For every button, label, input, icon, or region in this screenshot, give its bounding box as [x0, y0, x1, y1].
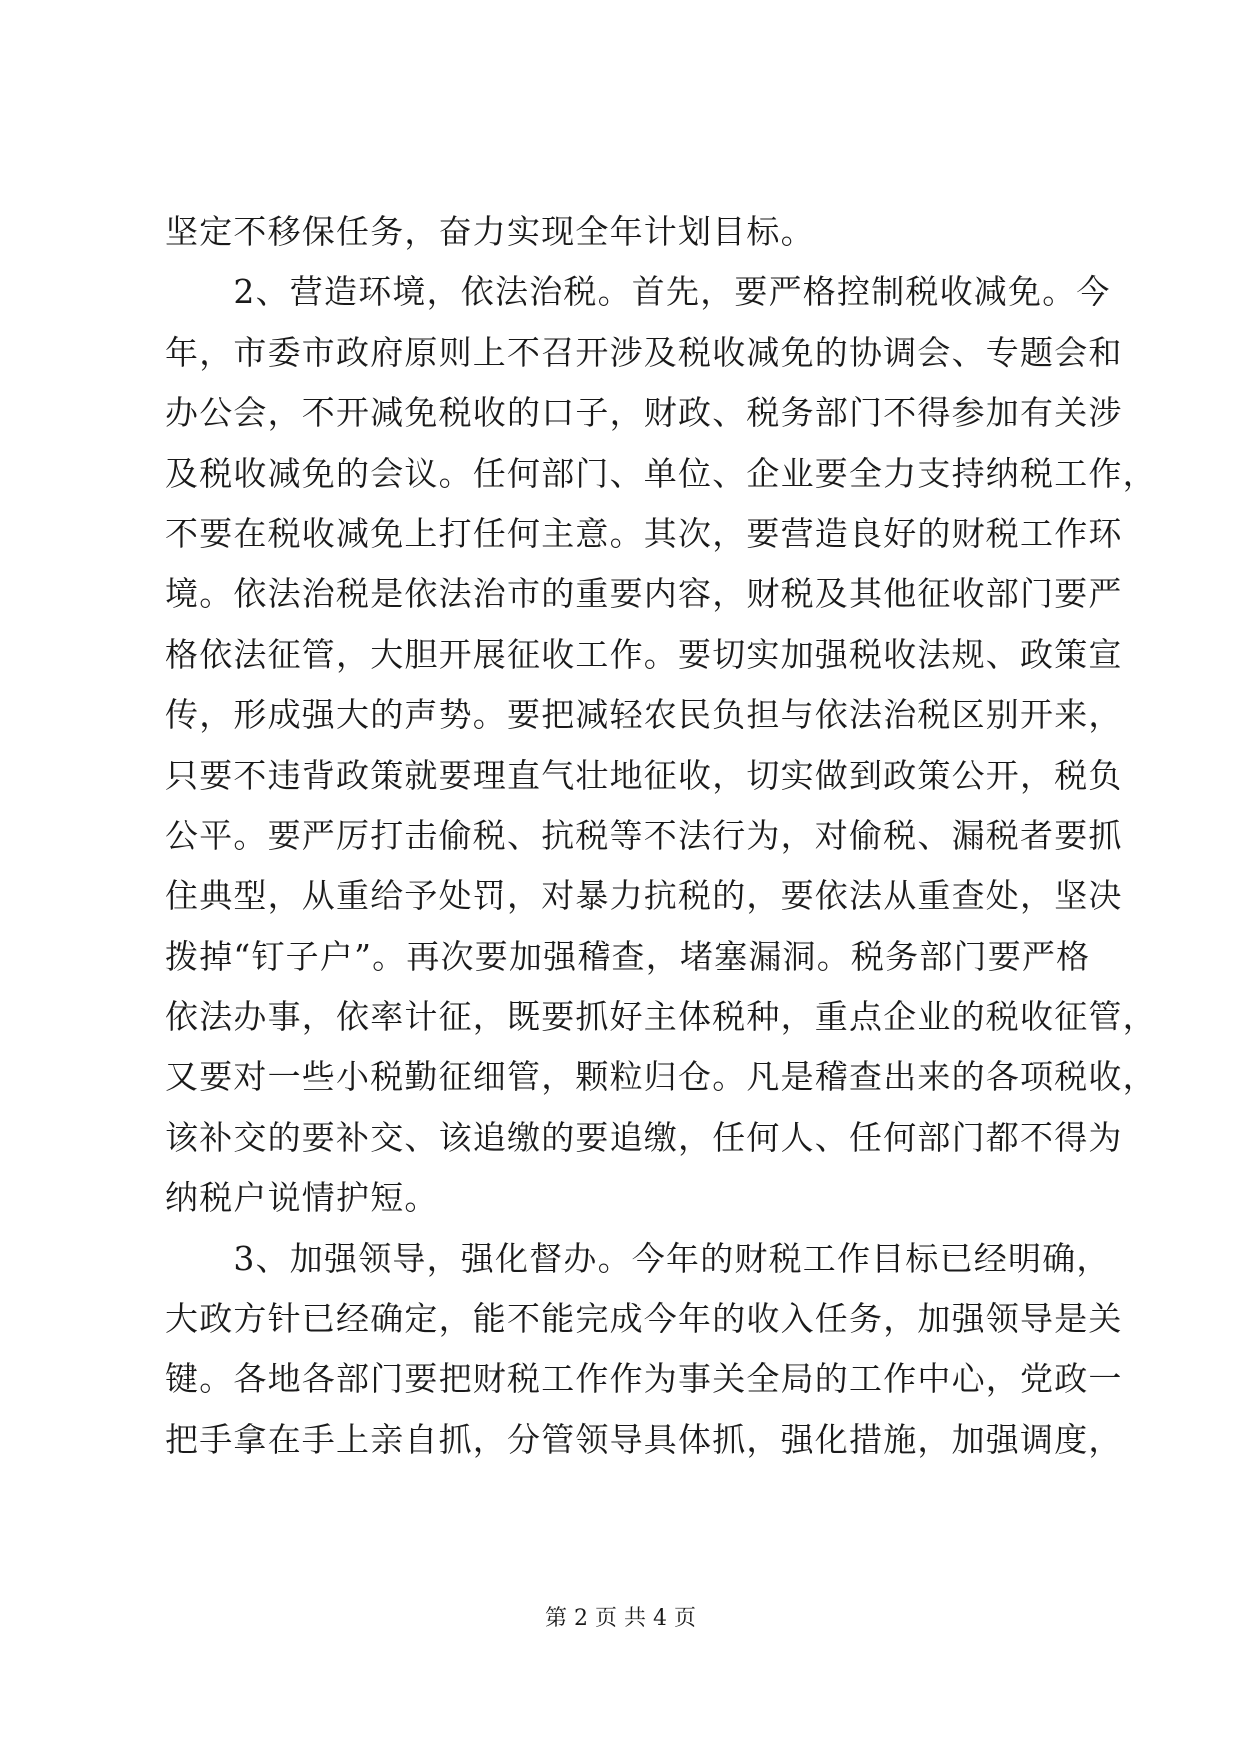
text-line: 不要在税收减免上打任何主意。其次，要营造良好的财税工作环	[165, 513, 1123, 553]
text-line: 住典型，从重给予处罚，对暴力抗税的，要依法从重查处，坚决	[165, 876, 1123, 916]
text-line: 又要对一些小税勤征细管，颗粒归仓。凡是稽查出来的各项税收，	[165, 1057, 1157, 1097]
text-line: 年，市委市政府原则上不召开涉及税收减免的协调会、专题会和	[165, 332, 1123, 372]
text-line: 公平。要严厉打击偷税、抗税等不法行为，对偷税、漏税者要抓	[165, 815, 1123, 855]
text-line: 坚定不移保任务，奋力实现全年计划目标。	[165, 212, 815, 251]
text-line: 把手拿在手上亲自抓，分管领导具体抓，强化措施，加强调度，	[165, 1419, 1123, 1459]
text-line: 及税收减免的会议。任何部门、单位、企业要全力支持纳税工作，	[165, 453, 1157, 493]
text-line: 境。依法治税是依法治市的重要内容，财税及其他征收部门要严	[165, 574, 1123, 614]
text-line: 2、营造环境，依法治税。首先，要严格控制税收减免。今	[165, 272, 1111, 312]
text-line: 传，形成强大的声势。要把减轻农民负担与依法治税区别开来，	[165, 695, 1123, 735]
text-line: 格依法征管，大胆开展征收工作。要切实加强税收法规、政策宣	[165, 634, 1123, 674]
text-line: 3、加强领导，强化督办。今年的财税工作目标已经明确，	[165, 1238, 1111, 1278]
text-line: 纳税户说情护短。	[165, 1178, 439, 1218]
text-line: 拨掉“钉子户”。再次要加强稽查，堵塞漏洞。税务部门要严格	[165, 936, 1091, 976]
text-line: 该补交的要补交、该追缴的要追缴，任何人、任何部门都不得为	[165, 1117, 1123, 1157]
body-text	[165, 202, 1157, 1470]
page-number-footer: 第 2 页 共 4 页	[545, 1606, 696, 1631]
text-line: 大政方针已经确定，能不能完成今年的收入任务，加强领导是关	[165, 1299, 1123, 1339]
text-line: 键。各地各部门要把财税工作作为事关全局的工作中心，党政一	[165, 1359, 1123, 1399]
text-line: 只要不违背政策就要理直气壮地征收，切实做到政策公开，税负	[165, 755, 1123, 795]
text-line: 办公会，不开减免税收的口子，财政、税务部门不得参加有关涉	[165, 393, 1123, 433]
text-line: 依法办事，依率计征，既要抓好主体税种，重点企业的税收征管，	[165, 997, 1157, 1037]
